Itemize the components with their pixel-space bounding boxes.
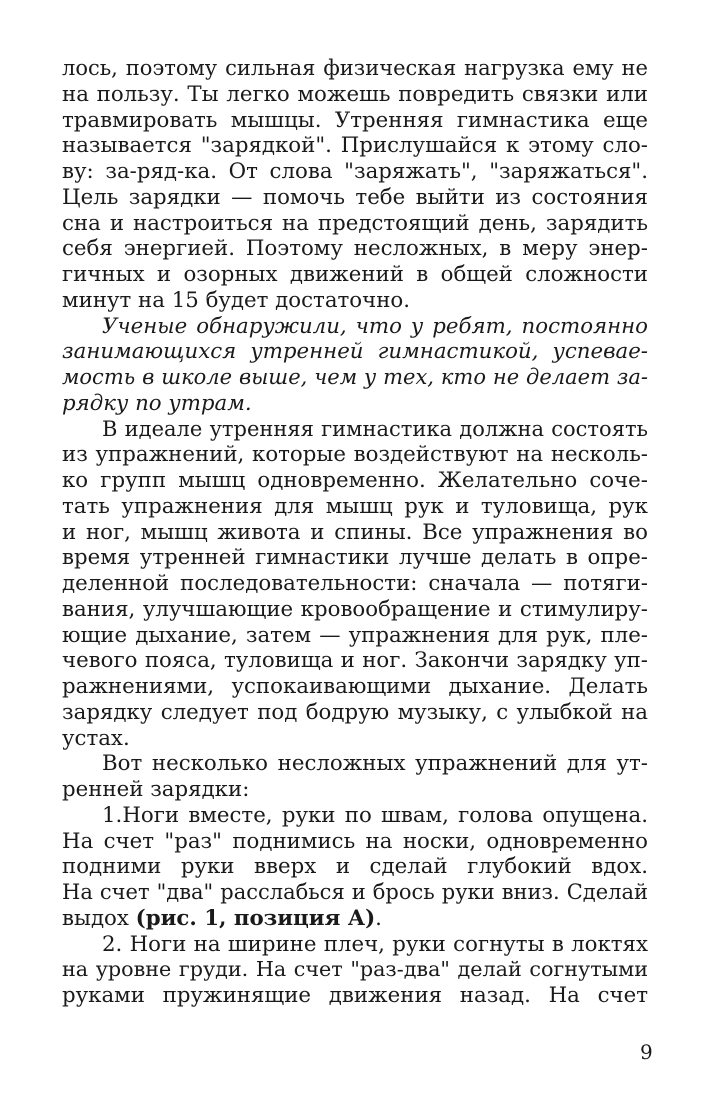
text-line: ву: за-ряд-ка. От слова "заряжать", "заряжаться". — [62, 159, 648, 184]
text-fragment: . — [375, 905, 382, 931]
page-body — [62, 56, 648, 1009]
paragraph — [62, 56, 648, 314]
text-line: На счет "два" расслабься и брось руки вниз. Сделай — [62, 880, 648, 904]
paragraph — [62, 417, 648, 752]
text-line: лось, поэтому сильная физическая нагрузка ему не — [62, 56, 648, 80]
text-line: 1.Ноги вместе, руки по швам, голова опущена. — [102, 802, 648, 828]
text-line: тать упражнения для мышц рук и туловища, рук — [62, 493, 648, 519]
text-line: подними руки вверх и сделай глубокий вдох. — [62, 854, 648, 880]
text-line: Ученые обнаружили, что у ребят, постоянно — [102, 313, 648, 339]
text-line: рядку по утрам. — [62, 390, 252, 416]
text-line: себя энергией. Поэтому несложных, в меру энер- — [62, 236, 648, 262]
text-fragment: выдох — [62, 905, 136, 931]
text-line: и ног, мышц живота и спины. Все упражнения во — [62, 519, 648, 545]
italic-paragraph — [62, 314, 648, 417]
text-line: минут на 15 будет достаточно. — [62, 287, 410, 313]
text-line: На счет "раз" поднимись на носки, одновременно — [62, 828, 648, 854]
text-line: чевого пояса, туловища и ног. Закончи зарядку уп- — [62, 648, 648, 674]
paragraph — [62, 751, 648, 803]
text-line: ко групп мышц одновременно. Желательно соче- — [62, 468, 648, 493]
text-line: ренней зарядки: — [62, 777, 250, 802]
text-line: зарядку следует под бодрую музыку, с улыбкой на — [62, 699, 648, 725]
text-line: называется "зарядкой". Прислушайся к этому сло- — [62, 133, 648, 159]
paragraph — [62, 803, 648, 932]
text-line: гичных и озорных движений в общей сложности — [62, 262, 648, 287]
text-line: на пользу. Ты легко можешь повредить связки или — [62, 81, 648, 107]
paragraph — [62, 932, 648, 1009]
text-line: устах. — [62, 725, 130, 751]
text-line: 2. Ноги на ширине плеч, руки согнуты в локтях — [102, 931, 648, 957]
page-number: 9 — [640, 1040, 653, 1064]
text-line: из упражнений, которые воздействуют на несколь- — [62, 442, 648, 468]
figure-reference: (рис. 1, позиция А) — [135, 905, 376, 931]
text-line: ющие дыхание, затем — упражнения для рук, пле- — [62, 622, 648, 648]
text-line: занимающихся утренней гимнастикой, успевае- — [62, 339, 648, 365]
text-line: деленной последовательности: сначала — потяги- — [62, 571, 648, 596]
text-line: время утренней гимнастики лучше делать в опре- — [62, 545, 648, 571]
text-line: мость в школе выше, чем у тех, кто не делает за- — [62, 365, 648, 389]
text-line: ражнениями, успокаивающими дыхание. Делать — [62, 674, 648, 699]
text-line: травмировать мышцы. Утренняя гимнастика еще — [62, 107, 648, 133]
text-line: Цель зарядки — помочь тебе выйти из состояния — [62, 184, 648, 210]
text-line: руками пружинящие движения назад. На счет — [62, 983, 648, 1008]
text-line: В идеале утренняя гимнастика должна состоять — [102, 416, 648, 441]
text-line: Вот несколько несложных упражнений для ут- — [102, 751, 648, 777]
text-line: на уровне груди. На счет "раз-два" делай согнутыми — [62, 957, 648, 982]
text-line: сна и настроиться на предстоящий день, зарядить — [62, 210, 648, 236]
text-line — [62, 906, 648, 932]
text-line: вания, улучшающие кровообращение и стимулиру- — [62, 596, 648, 622]
